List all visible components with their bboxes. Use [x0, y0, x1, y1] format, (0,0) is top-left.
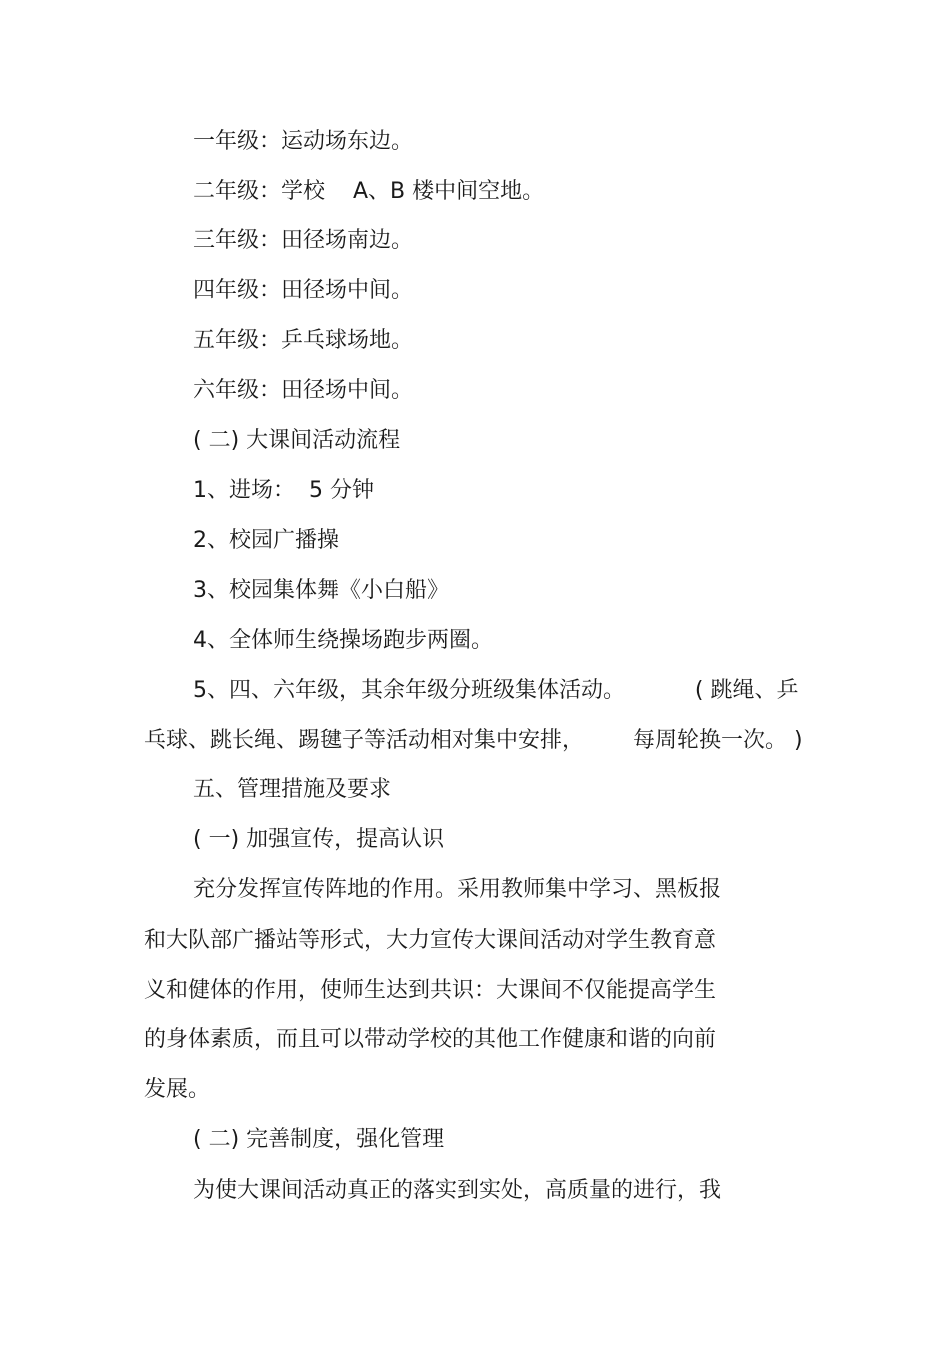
paragraph-line: 和大队部广播站等形式，大力宣传大课间活动对学生教育意	[144, 928, 717, 953]
grade-5-location: 五年级：乒乓球场地。	[193, 328, 414, 353]
grade-4-location: 四年级：田径场中间。	[193, 278, 414, 303]
flow-step-3: 3、校园集体舞《小白船》	[193, 578, 449, 603]
section-heading-activity-flow: ( 二) 大课间活动流程	[193, 428, 401, 453]
chapter-heading-management: 五、管理措施及要求	[193, 777, 392, 802]
paragraph-line: 的身体素质，而且可以带动学校的其他工作健康和谐的向前	[144, 1027, 717, 1052]
flow-step-5: 5、四、六年级，其余年级分班级集体活动。 ( 跳绳、乒	[193, 678, 799, 703]
flow-step-1: 1、进场： 5 分钟	[193, 478, 374, 503]
flow-step-5-continued: 乓球、跳长绳、踢毽子等活动相对集中安排， 每周轮换一次。 )	[144, 728, 803, 753]
flow-step-4: 4、全体师生绕操场跑步两圈。	[193, 628, 493, 653]
flow-step-2: 2、校园广播操	[193, 528, 339, 553]
grade-2-location: 二年级：学校 A、B 楼中间空地。	[193, 179, 545, 204]
grade-3-location: 三年级：田径场南边。	[193, 228, 414, 253]
paragraph-line: 充分发挥宣传阵地的作用。采用教师集中学习、黑板报	[193, 877, 722, 902]
subheading-rules: ( 二) 完善制度，强化管理	[193, 1127, 445, 1152]
grade-6-location: 六年级：田径场中间。	[193, 378, 414, 403]
subheading-publicity: ( 一) 加强宣传，提高认识	[193, 827, 445, 852]
paragraph-line: 为使大课间活动真正的落实到实处，高质量的进行，我	[193, 1178, 722, 1203]
paragraph-line: 义和健体的作用，使师生达到共识：大课间不仅能提高学生	[144, 978, 717, 1003]
grade-1-location: 一年级：运动场东边。	[193, 129, 414, 154]
paragraph-line: 发展。	[144, 1077, 211, 1102]
